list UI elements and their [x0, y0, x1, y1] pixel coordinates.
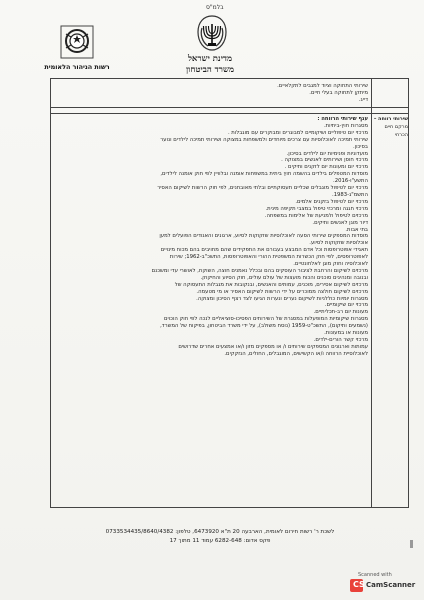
- agency-name: רשות הניהור הלאומית: [44, 63, 110, 71]
- section-heading: ענף שירותי הרווחה :: [317, 116, 368, 122]
- list-item: מסגרות שיקומיות המופעלות במסגרת של השירותים הפסיכו-סוציאליים לנכה לפי חוק הוכוים: [164, 316, 368, 323]
- list-item: מרכזי יום ומעונות יום לזקנים ותיקים .: [284, 164, 368, 171]
- list-item: לאפוטרופסים, לפי חוק הכשרות המשפטית ההורי והאפוטרופסות, התשכ"ב-1962; שירות: [169, 254, 368, 261]
- state-emblem-icon: [195, 14, 229, 52]
- list-item: ובנובה ומנהיגים סוכנים והכוח מועצות של עולם עולים, חוק הסיוע והחיקוק.: [200, 274, 368, 281]
- scanner-watermark: [344, 572, 414, 596]
- list-item: מרכזי קשר הורים-ילדים.: [313, 337, 368, 343]
- list-item: תאגידי אפוטרופסות וכל אדם המבצע בעבורם את התפקידים שהם מחויבים בהם מכוח מינויים: [160, 247, 368, 254]
- content-table: [50, 78, 409, 508]
- list-item: מרכזים לשיקום אסירים, מוכנים, עמותים והאנשים, ובנקובות את מגבלות התעסוקה של: [174, 281, 368, 288]
- page-footer: [40, 528, 400, 546]
- list-item: מעונות יום רב-תכליתיים.: [313, 309, 368, 316]
- column-divider: [371, 79, 372, 507]
- list-item: דיור מוגן לאנשים ותיקים.: [312, 219, 368, 226]
- list-item: מיתקן לתחוקה בעלי חיים.: [309, 89, 368, 96]
- list-item: בסיכון.: [352, 143, 368, 150]
- side-label-line1: שירותי רווחה –: [373, 116, 408, 122]
- list-item: לאוכלוסיית הרווחה ו/או הקשישים, המוגבלים, החולים, הנזקקים.: [224, 350, 368, 357]
- list-item: מסגרות חוץ-ביתיות.: [323, 122, 368, 129]
- list-item: לאוכלוסיה וחוק מוגן לאלחונטיים.: [293, 261, 368, 268]
- side-label-line2: מרקם חיים: [384, 124, 408, 130]
- list-item: בתי אבות.: [345, 226, 368, 233]
- list-item: מרכזי יום שיקומיים.: [324, 302, 368, 309]
- list-item: התשע"ו-2016.: [333, 178, 368, 185]
- list-item: מוסדות המספקים שירותי הסעה לאוכלוסיות שזקוקות לסיוע, ארגונים והאגודים הפועלים למען: [159, 233, 368, 240]
- list-item: התשמ"ג-1983.: [332, 191, 368, 198]
- list-item: מרכזי יום טיפוליים ושיקומיים למבוגרים ומבוקרים עם מוגבלות .: [227, 129, 368, 136]
- ministry-line2: משרד הביטחון: [186, 65, 234, 75]
- list-item: מרכזים לשיקום חולצה ממוכרים על ידי הרשות לשיקום האסיר או מי מטעמה.: [196, 288, 368, 295]
- margin-mark: [410, 540, 413, 548]
- list-item: מסגרות יומיות כוללניות לשיקום נערים ונערות הגיעו לצד רצף הסיכון ומצוקה.: [196, 295, 368, 302]
- list-item: מרכזים לשיקום והרחבת לציבור העוסקים בהם ובכלל נאמנים חוצה, השוקח, לאושרי עדי ומשכנם: [151, 267, 368, 274]
- list-item: (נשמעים ותיקום), התשכ"ט-1959 (נוסח משולב), על ידי משרד הביטחון, בפיקוח של המשרד,: [160, 323, 368, 330]
- welfare-services-list: [55, 116, 368, 358]
- ministry-heading: [170, 54, 250, 76]
- list-item: עמותות וארגונים המספקים שירותים ו/ או מספקים מזון ו/או אמצעים אחרים שדרושים: [178, 343, 368, 350]
- footer-line1: לשכת ר' רשות חירום לאומית, הארבעה 20 ת"א 6473920, טלפון: 0733534435/8640/4382: [105, 529, 335, 535]
- row-divider: [51, 113, 408, 114]
- list-item: שירותי תמיכה לאוכלוסיות עם צרכים מיוחדים ולמשפחות במצוקה ושירותי תמיכה לילדים ונוער: [160, 136, 368, 143]
- ministry-line1: מדינת ישראל: [187, 54, 233, 64]
- camscanner-logo-icon: [350, 579, 363, 592]
- list-item: מרכזי יום לטיפול בזקנים אלמים.: [295, 198, 368, 205]
- scanner-label: Scanned with: [358, 572, 392, 578]
- scanner-badge: CS: [353, 580, 365, 589]
- list-item: מרכזים לטיפול ולמניעת של אלימות במשפחה.: [264, 212, 368, 219]
- list-item: מרכזי חוסן ושירותים לאנשים במצוקה .: [281, 157, 368, 164]
- agency-emblem-icon: [57, 24, 97, 60]
- side-category-label: [373, 115, 408, 139]
- list-item: אוכלוסיות שזקוקות לסיוע.: [309, 240, 368, 247]
- list-item: מוסדות המטפלים בילדים בהשמה חוץ ביתית במשפחות אומנה ובלוויין לפי חוק אומנה לילדים,: [160, 171, 368, 178]
- list-item: מרכזי יום לטיפול מוגבלים שכליים תעסוקתיים ובלתי מאובחנים, לפי חוק הרשות לשיקום האסיר: [157, 185, 368, 192]
- list-item: מועדוניות ופנימיות יום לילדים בסיכון.: [286, 150, 368, 157]
- row-divider: [51, 107, 408, 108]
- list-item: שירותי התחוקה וציוד למגבים לתקלאיים.: [277, 83, 368, 89]
- scanner-name: CamScanner: [366, 581, 416, 589]
- side-label-line3: הכרחי: [394, 132, 408, 138]
- top-rows: [55, 83, 368, 104]
- classification-mark: בלמ"ס: [206, 4, 224, 11]
- footer-line2: פקס אדום: 6282-648 עמוד 11 מתוך 17: [169, 538, 271, 544]
- list-item: דייג.: [358, 96, 368, 103]
- list-item: מעונות או במעונות.: [324, 330, 368, 337]
- list-item: מרכזי חגגה ומרכזי טיפול במצבי תקיפה מינית.: [265, 205, 368, 212]
